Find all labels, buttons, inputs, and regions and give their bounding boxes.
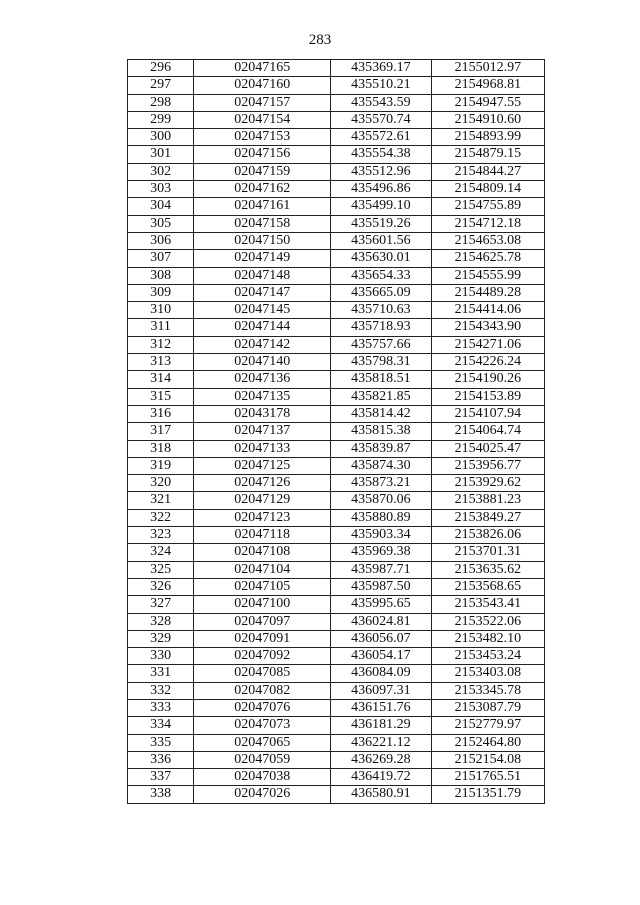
point-code-cell: 02047100 [194,596,331,613]
point-code-cell: 02047142 [194,336,331,353]
row-number-cell: 313 [128,354,194,371]
y-coordinate-cell: 2154968.81 [431,77,544,94]
table-row [128,596,545,613]
y-coordinate-cell: 2153929.62 [431,475,544,492]
y-coordinate-cell: 2154271.06 [431,336,544,353]
y-coordinate-cell: 2153568.65 [431,578,544,595]
y-coordinate-cell: 2151765.51 [431,769,544,786]
row-number-cell: 338 [128,786,194,803]
point-code-cell: 02047085 [194,665,331,682]
y-coordinate-cell: 2154879.15 [431,146,544,163]
point-code-cell: 02047118 [194,527,331,544]
row-number-cell: 311 [128,319,194,336]
x-coordinate-cell: 435814.42 [331,405,431,422]
x-coordinate-cell: 435665.09 [331,284,431,301]
table-row [128,751,545,768]
point-code-cell: 02047059 [194,751,331,768]
table-row [128,682,545,699]
table-row [128,284,545,301]
point-code-cell: 02047092 [194,648,331,665]
point-code-cell: 02047073 [194,717,331,734]
y-coordinate-cell: 2154489.28 [431,284,544,301]
table-row [128,94,545,111]
y-coordinate-cell: 2154107.94 [431,405,544,422]
row-number-cell: 331 [128,665,194,682]
x-coordinate-cell: 435870.06 [331,492,431,509]
row-number-cell: 329 [128,630,194,647]
point-code-cell: 02047160 [194,77,331,94]
y-coordinate-cell: 2154153.89 [431,388,544,405]
row-number-cell: 325 [128,561,194,578]
point-code-cell: 02047147 [194,284,331,301]
table-row [128,371,545,388]
row-number-cell: 321 [128,492,194,509]
y-coordinate-cell: 2154414.06 [431,302,544,319]
row-number-cell: 312 [128,336,194,353]
y-coordinate-cell: 2153522.06 [431,613,544,630]
point-code-cell: 02047137 [194,423,331,440]
point-code-cell: 02047065 [194,734,331,751]
x-coordinate-cell: 435572.61 [331,129,431,146]
point-code-cell: 02047026 [194,786,331,803]
x-coordinate-cell: 435570.74 [331,111,431,128]
coordinates-table-body [128,60,545,804]
x-coordinate-cell: 436580.91 [331,786,431,803]
y-coordinate-cell: 2154947.55 [431,94,544,111]
row-number-cell: 323 [128,527,194,544]
y-coordinate-cell: 2154809.14 [431,181,544,198]
point-code-cell: 02047158 [194,215,331,232]
row-number-cell: 334 [128,717,194,734]
y-coordinate-cell: 2154190.26 [431,371,544,388]
row-number-cell: 327 [128,596,194,613]
table-row [128,630,545,647]
table-row [128,302,545,319]
table-row [128,786,545,803]
row-number-cell: 306 [128,232,194,249]
x-coordinate-cell: 436056.07 [331,630,431,647]
y-coordinate-cell: 2152779.97 [431,717,544,734]
y-coordinate-cell: 2153345.78 [431,682,544,699]
table-row [128,60,545,77]
row-number-cell: 319 [128,457,194,474]
point-code-cell: 02047154 [194,111,331,128]
point-code-cell: 02047150 [194,232,331,249]
table-row [128,509,545,526]
table-row [128,769,545,786]
table-row [128,527,545,544]
row-number-cell: 307 [128,250,194,267]
row-number-cell: 302 [128,163,194,180]
y-coordinate-cell: 2153482.10 [431,630,544,647]
y-coordinate-cell: 2154910.60 [431,111,544,128]
y-coordinate-cell: 2153453.24 [431,648,544,665]
point-code-cell: 02047136 [194,371,331,388]
y-coordinate-cell: 2153881.23 [431,492,544,509]
row-number-cell: 314 [128,371,194,388]
point-code-cell: 02047104 [194,561,331,578]
y-coordinate-cell: 2154226.24 [431,354,544,371]
point-code-cell: 02047097 [194,613,331,630]
point-code-cell: 02047161 [194,198,331,215]
table-row [128,440,545,457]
row-number-cell: 297 [128,77,194,94]
table-row [128,232,545,249]
point-code-cell: 02047126 [194,475,331,492]
point-code-cell: 02047148 [194,267,331,284]
row-number-cell: 308 [128,267,194,284]
point-code-cell: 02047145 [194,302,331,319]
table-row [128,77,545,94]
table-row [128,354,545,371]
y-coordinate-cell: 2154064.74 [431,423,544,440]
y-coordinate-cell: 2151351.79 [431,786,544,803]
y-coordinate-cell: 2153087.79 [431,699,544,716]
y-coordinate-cell: 2153701.31 [431,544,544,561]
row-number-cell: 335 [128,734,194,751]
row-number-cell: 337 [128,769,194,786]
row-number-cell: 324 [128,544,194,561]
x-coordinate-cell: 435369.17 [331,60,431,77]
y-coordinate-cell: 2153403.08 [431,665,544,682]
y-coordinate-cell: 2154343.90 [431,319,544,336]
point-code-cell: 02047105 [194,578,331,595]
x-coordinate-cell: 436097.31 [331,682,431,699]
x-coordinate-cell: 435815.38 [331,423,431,440]
row-number-cell: 305 [128,215,194,232]
page-number: 283 [308,32,332,48]
row-number-cell: 318 [128,440,194,457]
table-row [128,613,545,630]
y-coordinate-cell: 2153956.77 [431,457,544,474]
table-row [128,492,545,509]
point-code-cell: 02047076 [194,699,331,716]
y-coordinate-cell: 2152154.08 [431,751,544,768]
row-number-cell: 310 [128,302,194,319]
table-row [128,734,545,751]
x-coordinate-cell: 435630.01 [331,250,431,267]
x-coordinate-cell: 436151.76 [331,699,431,716]
point-code-cell: 02047038 [194,769,331,786]
coordinates-table [127,59,545,804]
x-coordinate-cell: 435710.63 [331,302,431,319]
row-number-cell: 316 [128,405,194,422]
table-row [128,129,545,146]
table-row [128,578,545,595]
point-code-cell: 02047165 [194,60,331,77]
row-number-cell: 315 [128,388,194,405]
y-coordinate-cell: 2153635.62 [431,561,544,578]
y-coordinate-cell: 2153543.41 [431,596,544,613]
table-row [128,648,545,665]
point-code-cell: 02047108 [194,544,331,561]
x-coordinate-cell: 435903.34 [331,527,431,544]
row-number-cell: 333 [128,699,194,716]
y-coordinate-cell: 2154893.99 [431,129,544,146]
row-number-cell: 336 [128,751,194,768]
table-row [128,457,545,474]
table-row [128,475,545,492]
point-code-cell: 02047153 [194,129,331,146]
table-row [128,405,545,422]
x-coordinate-cell: 435654.33 [331,267,431,284]
table-row [128,544,545,561]
table-row [128,388,545,405]
x-coordinate-cell: 436221.12 [331,734,431,751]
y-coordinate-cell: 2153826.06 [431,527,544,544]
point-code-cell: 02047123 [194,509,331,526]
row-number-cell: 309 [128,284,194,301]
x-coordinate-cell: 435718.93 [331,319,431,336]
row-number-cell: 301 [128,146,194,163]
point-code-cell: 02047140 [194,354,331,371]
table-row [128,717,545,734]
row-number-cell: 322 [128,509,194,526]
row-number-cell: 299 [128,111,194,128]
x-coordinate-cell: 435757.66 [331,336,431,353]
x-coordinate-cell: 435554.38 [331,146,431,163]
x-coordinate-cell: 435519.26 [331,215,431,232]
x-coordinate-cell: 435995.65 [331,596,431,613]
row-number-cell: 304 [128,198,194,215]
table-row [128,336,545,353]
row-number-cell: 298 [128,94,194,111]
y-coordinate-cell: 2154755.89 [431,198,544,215]
row-number-cell: 300 [128,129,194,146]
x-coordinate-cell: 435510.21 [331,77,431,94]
row-number-cell: 330 [128,648,194,665]
table-row [128,146,545,163]
x-coordinate-cell: 435818.51 [331,371,431,388]
point-code-cell: 02043178 [194,405,331,422]
row-number-cell: 328 [128,613,194,630]
y-coordinate-cell: 2154712.18 [431,215,544,232]
row-number-cell: 303 [128,181,194,198]
y-coordinate-cell: 2154844.27 [431,163,544,180]
y-coordinate-cell: 2155012.97 [431,60,544,77]
table-row [128,267,545,284]
y-coordinate-cell: 2154555.99 [431,267,544,284]
x-coordinate-cell: 435839.87 [331,440,431,457]
point-code-cell: 02047149 [194,250,331,267]
x-coordinate-cell: 435496.86 [331,181,431,198]
x-coordinate-cell: 435543.59 [331,94,431,111]
x-coordinate-cell: 436054.17 [331,648,431,665]
point-code-cell: 02047129 [194,492,331,509]
y-coordinate-cell: 2152464.80 [431,734,544,751]
row-number-cell: 332 [128,682,194,699]
table-row [128,181,545,198]
table-row [128,163,545,180]
row-number-cell: 320 [128,475,194,492]
point-code-cell: 02047156 [194,146,331,163]
y-coordinate-cell: 2154025.47 [431,440,544,457]
point-code-cell: 02047135 [194,388,331,405]
x-coordinate-cell: 435874.30 [331,457,431,474]
point-code-cell: 02047159 [194,163,331,180]
table-row [128,111,545,128]
x-coordinate-cell: 436181.29 [331,717,431,734]
x-coordinate-cell: 435873.21 [331,475,431,492]
point-code-cell: 02047082 [194,682,331,699]
y-coordinate-cell: 2154653.08 [431,232,544,249]
y-coordinate-cell: 2154625.78 [431,250,544,267]
x-coordinate-cell: 436084.09 [331,665,431,682]
table-row [128,215,545,232]
point-code-cell: 02047157 [194,94,331,111]
table-row [128,198,545,215]
x-coordinate-cell: 435880.89 [331,509,431,526]
x-coordinate-cell: 436269.28 [331,751,431,768]
table-row [128,319,545,336]
y-coordinate-cell: 2153849.27 [431,509,544,526]
row-number-cell: 296 [128,60,194,77]
x-coordinate-cell: 435512.96 [331,163,431,180]
x-coordinate-cell: 435601.56 [331,232,431,249]
x-coordinate-cell: 436024.81 [331,613,431,630]
row-number-cell: 317 [128,423,194,440]
x-coordinate-cell: 435821.85 [331,388,431,405]
x-coordinate-cell: 435969.38 [331,544,431,561]
x-coordinate-cell: 435987.50 [331,578,431,595]
point-code-cell: 02047091 [194,630,331,647]
x-coordinate-cell: 436419.72 [331,769,431,786]
point-code-cell: 02047144 [194,319,331,336]
point-code-cell: 02047162 [194,181,331,198]
table-row [128,665,545,682]
x-coordinate-cell: 435798.31 [331,354,431,371]
point-code-cell: 02047133 [194,440,331,457]
table-row [128,423,545,440]
x-coordinate-cell: 435499.10 [331,198,431,215]
point-code-cell: 02047125 [194,457,331,474]
table-row [128,561,545,578]
table-row [128,250,545,267]
table-row [128,699,545,716]
row-number-cell: 326 [128,578,194,595]
x-coordinate-cell: 435987.71 [331,561,431,578]
